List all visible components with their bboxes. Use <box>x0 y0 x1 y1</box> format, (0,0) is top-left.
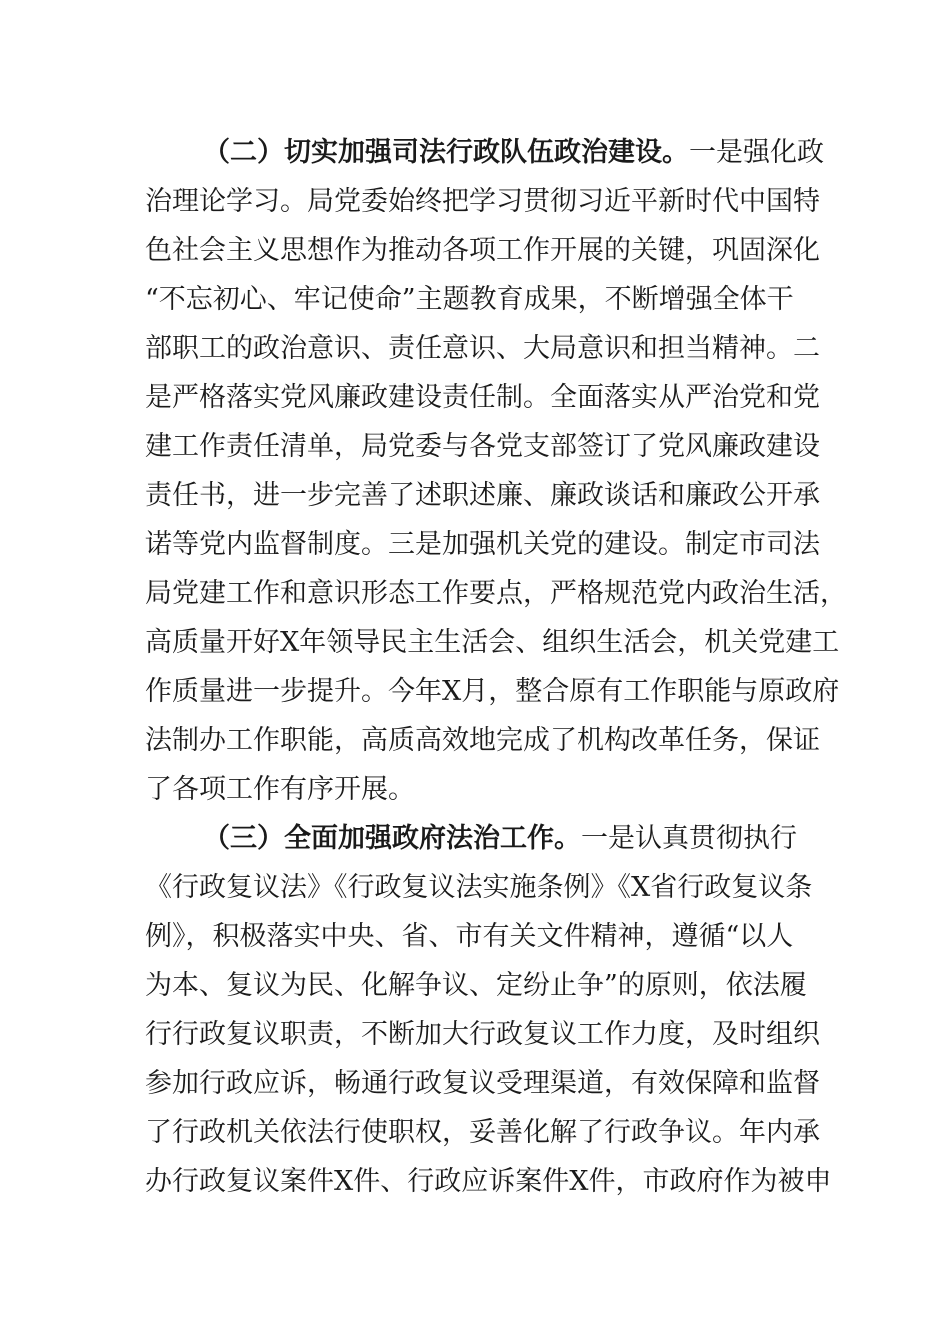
paragraph-line: 责任书，进一步完善了述职述廉、廉政谈话和廉政公开承 <box>145 480 820 511</box>
paragraph-line: 《行政复议法》《行政复议法实施条例》《X省行政复议条 <box>145 872 813 903</box>
paragraph-first-line <box>145 814 805 863</box>
paragraph-line: 了各项工作有序开展。 <box>145 774 415 805</box>
paragraph-line: 色社会主义思想作为推动各项工作开展的关键，巩固深化 <box>145 235 820 266</box>
paragraph-line: 治理论学习。局党委始终把学习贯彻习近平新时代中国特 <box>145 186 820 217</box>
paragraph-line: 行行政复议职责，不断加大行政复议工作力度，及时组织 <box>145 1019 820 1050</box>
paragraph-first-line <box>145 128 824 177</box>
paragraph-line: 法制办工作职能，高质高效地完成了机构改革任务，保证 <box>145 725 820 756</box>
paragraph-line: 建工作责任清单，局党委与各党支部签订了党风廉政建设 <box>145 431 820 462</box>
body-text <box>145 128 847 1206</box>
section-heading: （三）全面加强政府法治工作。 <box>203 823 581 854</box>
paragraph-line: 办行政复议案件X件、行政应诉案件X件，市政府作为被申 <box>145 1166 832 1197</box>
paragraph-line: 诺等党内监督制度。三是加强机关党的建设。制定市司法 <box>145 529 820 560</box>
paragraph-line: 参加行政应诉，畅通行政复议受理渠道，有效保障和监督 <box>145 1068 820 1099</box>
paragraph-text: 一是强化政 <box>689 137 824 168</box>
paragraph-line: 为本、复议为民、化解争议、定纷止争”的原则，依法履 <box>145 970 807 1001</box>
paragraph-line: “不忘初心、牢记使命”主题教育成果，不断增强全体干 <box>145 284 794 315</box>
paragraph-line: 高质量开好X年领导民主生活会、组织生活会，机关党建工 <box>145 627 840 658</box>
paragraph-line: 了行政机关依法行使职权，妥善化解了行政争议。年内承 <box>145 1117 820 1148</box>
section-heading: （二）切实加强司法行政队伍政治建设。 <box>203 137 689 168</box>
paragraph-line: 例》，积极落实中央、省、市有关文件精神，遵循“以人 <box>145 921 794 952</box>
paragraph-line: 是严格落实党风廉政建设责任制。全面落实从严治党和党 <box>145 382 820 413</box>
paragraph-line: 作质量进一步提升。今年X月，整合原有工作职能与原政府 <box>145 676 840 707</box>
paragraph-line: 局党建工作和意识形态工作要点，严格规范党内政治生活， <box>145 578 847 609</box>
paragraph-line: 部职工的政治意识、责任意识、大局意识和担当精神。二 <box>145 333 820 364</box>
paragraph-text: 一是认真贯彻执行 <box>581 823 797 854</box>
